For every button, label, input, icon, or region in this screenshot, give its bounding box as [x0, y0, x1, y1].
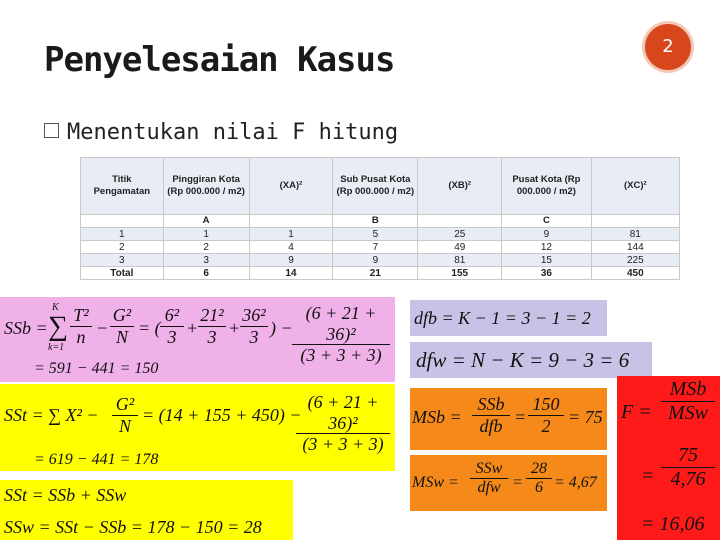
f-value-frac: $\frac{75}{4,76}$: [661, 444, 715, 491]
ssb-sigma-bottom: k=1: [48, 342, 65, 353]
table-cell: 5: [333, 228, 418, 241]
table-cell: 36: [502, 267, 591, 280]
ssb-frac-1: $\frac{\text{6²}}{3}$: [160, 305, 184, 347]
table-row: [81, 254, 680, 267]
slide-title: Penyelesaian Kasus: [44, 40, 395, 80]
sst-formula-box: [0, 384, 395, 471]
table-cell: 9: [249, 254, 333, 267]
sst-frac-g-n: $\frac{\text{G²}}{N}$: [112, 394, 138, 436]
dfb-formula-box: [410, 300, 607, 336]
table-row: [81, 241, 680, 254]
letter-b: B: [333, 215, 418, 228]
table-cell: 9: [502, 228, 591, 241]
ssb-lhs: SSb =: [4, 318, 48, 338]
checkbox-bullet-icon: [44, 123, 59, 138]
header-xc2: (XC)²: [591, 158, 679, 215]
msb-formula-box: [410, 388, 607, 450]
msb-result: = 75: [568, 407, 603, 427]
header-pusat: Pusat Kota (Rp 000.000 / m2): [502, 158, 591, 215]
table-cell: 4: [249, 241, 333, 254]
f-formula-box: [617, 376, 720, 540]
msw-result: = 4,67: [554, 474, 597, 491]
msw-value-frac: $\frac{28}{6}$: [526, 460, 552, 498]
ssb-eq2: = (: [138, 318, 161, 338]
dfb-line: dfb = K − 1 = 3 − 1 = 2: [414, 308, 591, 328]
ssb-frac-2: $\frac{\text{21²}}{3}$: [198, 305, 226, 347]
table-row: [81, 228, 680, 241]
bullet-point: [44, 120, 398, 145]
ssb-close: ) −: [270, 318, 293, 338]
msw-eq: =: [512, 474, 523, 491]
ssb-sigma-top: K: [52, 302, 59, 313]
msb-eq: =: [514, 407, 527, 427]
table-cell: 14: [249, 267, 333, 280]
ssw-line: SSw = SSt − SSb = 178 − 150 = 28: [4, 517, 262, 537]
table-cell: 15: [502, 254, 591, 267]
table-cell: 1: [163, 228, 249, 241]
table-cell: 25: [418, 228, 502, 241]
header-pinggiran: Pinggiran Kota (Rp 000.000 / m2): [163, 158, 249, 215]
ssb-frac-3: $\frac{\text{36²}}{3}$: [240, 305, 268, 347]
letter-a: A: [163, 215, 249, 228]
f-eq: =: [641, 465, 655, 487]
msw-formula-box: [410, 455, 607, 511]
table-header-row: [81, 158, 680, 215]
bullet-text: Menentukan nilai F hitung: [67, 120, 399, 145]
table-cell: 1: [81, 228, 164, 241]
sst-mid: = (14 + 155 + 450) −: [142, 405, 302, 425]
f-frac: MSb MSw: [661, 378, 715, 425]
letter-c: C: [502, 215, 591, 228]
ssb-result: = 591 − 441 = 150: [34, 360, 159, 377]
table-cell: 450: [591, 267, 679, 280]
table-cell: 2: [81, 241, 164, 254]
table-cell: 12: [502, 241, 591, 254]
table-cell: 6: [163, 267, 249, 280]
ssb-frac-t-n: $\frac{\text{T²}}{n}$: [70, 305, 92, 347]
ssb-formula-box: SSb = K ∑ k=1 $\frac{\text{T²}}{n}$ − $\frac{\text{G²}}{N}$ = ( $\frac{\text{6²}}{3}$ + $\frac{\text{21²}}{3}$ + $\frac{\text{36²}}{3}$ ) − $\frac{\text{(6 + 21 + 36)²}}{(3 + 3 + 3)}$ = 591 − 441 = 150: [0, 297, 395, 382]
msb-value-frac: $\frac{150}{2}$: [528, 394, 564, 436]
table-cell: 7: [333, 241, 418, 254]
f-lhs: F =: [621, 401, 652, 423]
table-cell: 3: [163, 254, 249, 267]
table-cell: 225: [591, 254, 679, 267]
msw-lhs: MSw =: [412, 474, 459, 491]
msw-frac: SSw dfw: [470, 460, 508, 498]
msb-lhs: MSb =: [412, 407, 462, 427]
table-cell: 3: [81, 254, 164, 267]
table-cell: 81: [418, 254, 502, 267]
sst-sum: SSt = SSb + SSw: [4, 485, 127, 505]
sst-lhs: SSt = ∑ X² −: [4, 405, 99, 425]
table-cell: 155: [418, 267, 502, 280]
dfw-line: dfw = N − K = 9 − 3 = 6: [416, 348, 630, 372]
table-cell: 1: [249, 228, 333, 241]
sigma-icon: ∑: [48, 311, 68, 342]
slide-number-badge: 2: [645, 24, 691, 70]
table-cell: 21: [333, 267, 418, 280]
table-cell: Total: [81, 267, 164, 280]
ssw-formula-box: [0, 480, 293, 540]
header-titik: Titik Pengamatan: [81, 158, 164, 215]
header-subpusat: Sub Pusat Kota (Rp 000.000 / m2): [333, 158, 418, 215]
header-xb2: (XB)²: [418, 158, 502, 215]
table-letters-row: [81, 215, 680, 228]
table-cell: 49: [418, 241, 502, 254]
f-result: = 16,06: [641, 513, 705, 535]
table-total-row: [81, 267, 680, 280]
ssb-big-frac: $\frac{\text{(6 + 21 + 36)²}}{(3 + 3 + 3)}$: [292, 303, 390, 366]
header-xa2: (XA)²: [249, 158, 333, 215]
dfw-formula-box: [410, 342, 652, 378]
table-cell: 2: [163, 241, 249, 254]
table-cell: 144: [591, 241, 679, 254]
ssb-frac-g-n: $\frac{\text{G²}}{N}$: [110, 305, 134, 347]
observation-table: [80, 157, 680, 280]
sst-big-frac: $\frac{\text{(6 + 21 + 36)²}}{(3 + 3 + 3)}$: [296, 392, 390, 455]
sst-result: = 619 − 441 = 178: [34, 451, 159, 468]
table-cell: 9: [333, 254, 418, 267]
msb-frac: SSb dfb: [472, 394, 510, 436]
table-cell: 81: [591, 228, 679, 241]
